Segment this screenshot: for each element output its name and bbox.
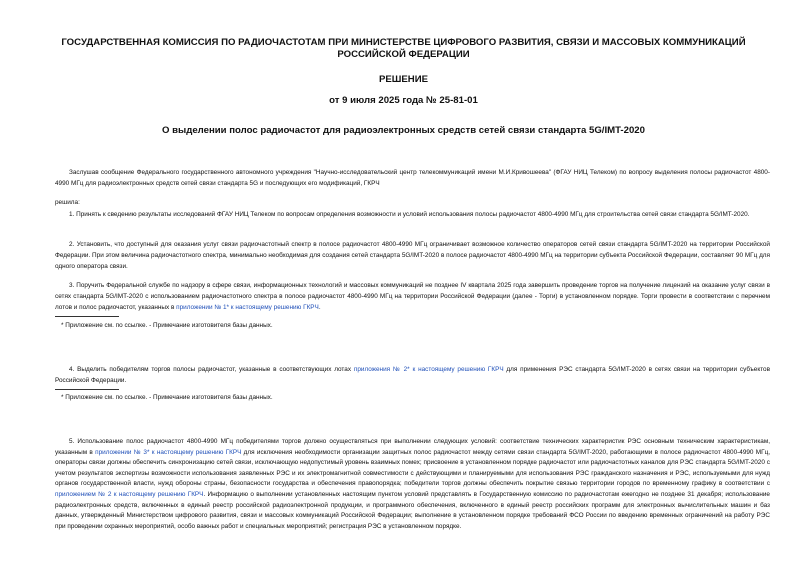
footnote-2: * Приложение см. по ссылке. - Примечание изготовителя базы данных. <box>61 394 273 401</box>
document-date-number: от 9 июля 2025 года № 25-81-01 <box>329 95 478 106</box>
item-4 <box>55 364 770 386</box>
footnote-divider-1 <box>55 316 119 317</box>
issuing-agency: ГОСУДАРСТВЕННАЯ КОМИССИЯ ПО РАДИОЧАСТОТАМ ПРИ МИНИСТЕРСТВЕ ЦИФРОВОГО РАЗВИТИЯ, СВЯЗИ И МАССОВЫХ КОММУНИКАЦИЙ РОССИЙСКОЙ ФЕДЕРАЦИИ <box>61 37 746 60</box>
item-4-text: 4. Выделить победителям торгов полосы радиочастот, указанные в соответствующих лотах <box>69 366 354 373</box>
item-3-end: . <box>318 304 321 311</box>
item-5-text-a: 5. Использование полос радиочастот 4800-4990 МГц победителями торгов должно осуществляться при выполнении следующих условий: соответствие технических характеристик РЭС основным техническим характеристикам, указанным в <box>55 438 770 456</box>
intro-paragraph: Заслушав сообщение Федерального государственного автономного учреждения "Научно-исследовательский центр телекоммуникаций имени М.И.Кривошеева" (ФГАУ НИЦ Телеком) по вопросу выделения полосы радиочастот 4800-4990 МГц для радиоэлектронных средств сетей связи стандарта 5G и последующих его модификаций, ГКРЧ <box>55 169 770 187</box>
resolved-label: решила: <box>55 199 80 206</box>
document-type: РЕШЕНИЕ <box>378 74 429 85</box>
document-title: О выделении полос радиочастот для радиоэлектронных средств сетей связи стандарта 5G/IMT-2020 <box>162 125 645 136</box>
footnote-divider-2 <box>55 389 119 390</box>
item-5 <box>55 437 770 532</box>
item-3-text: 3. Поручить Федеральной службе по надзору в сфере связи, информационных технологий и массовых коммуникаций не позднее IV квартала 2025 года завершить проведение торгов на получение лицензий на оказание услуг связи в сетях стандарта 5G/IMT-2020 с использованием радиочастотного спектра в полосе радиочастот 4800-4990 МГц на территории Российской Федерации (далее - Торги) в установленном порядке. Торги провести в соответствии с перечнем лотов и полос радиочастот, указанных в <box>55 282 770 311</box>
annex-2-link[interactable]: приложения № 2* к настоящему решению ГКРЧ <box>353 366 504 373</box>
item-5-text-c: . Информацию о выполнении установленных настоящим пунктом условий представлять в Государственную комиссию по радиочастотам ежегодно не позднее 31 декабря; использование радиоэлектронных средств, включенных в единый реестр российской радиоэлектронной продукции, и программного обеспечения, включенного в единый реестр российских программ для электронных вычислительных машин и баз данных, утвержденный Министерством цифрового развития, связи и массовых коммуникаций Российской Федерации; выполнение в установленном порядке требований ФСО России по введению временных ограничений на работу РЭС при проведении охранных мероприятий, особо важных работ и специальных мероприятий; регистрация РЭС в установленном порядке. <box>55 490 770 530</box>
item-4-end: для применения РЭС стандарта 5G/IMT-2020 в сетях связи на территории субъектов Российской Федерации. <box>55 366 771 384</box>
footnote-1: * Приложение см. по ссылке. - Примечание изготовителя базы данных. <box>61 322 273 329</box>
annex-2-schedule-link[interactable]: приложением № 2 к настоящему решению ГКРЧ <box>55 490 204 498</box>
item-3 <box>55 280 770 313</box>
annex-1-link[interactable]: приложении № 1* к настоящему решению ГКРЧ <box>176 304 319 311</box>
item-5-text-b: для исключения необходимости организации защитных полос радиочастот между сетями связи стандарта 5G/IMT-2020, работающими в полосе радиочастот 4800-4990 МГц, операторы связи должны обеспечить синхронизацию сетей связи, исключающую недопустимый уровень взаимных помех; присвоение в установленном порядке радиочастот или радиочастотных каналов для РЭС стандарта 5G/IMT-2020 с учетом результатов экспертизы возможности использования заявленных РЭС и их электромагнитной совместимости с действующими и планируемыми для использования РЭС гражданского назначения и РЭС, используемыми для нужд органов государственной власти, нужд обороны страны, безопасности государства и обеспечения правопорядка; победители торгов должны обеспечить покрытие связью территории городов по временному графику в соответствии с <box>55 448 770 488</box>
annex-3-link[interactable]: приложении № 3* к настоящему решению ГКРЧ <box>95 448 242 456</box>
item-2: 2. Установить, что доступный для оказания услуг связи радиочастотный спектр в полосе радиочастот 4800-4990 МГц ограничивает возможное количество операторов сетей связи стандарта 5G/IMT-2020 на территории Российской Федерации. При этом величина радиочастотного спектра, минимально необходимая для создания сетей стандарта 5G/IMT-2020 в полосе радиочастот 4800-4990 МГц на территории субъекта Российской Федерации, составляет 90 МГц для одного оператора связи. <box>55 241 770 270</box>
item-1: 1. Принять к сведению результаты исследований ФГАУ НИЦ Телеком по вопросам определения возможности и условий использования полосы радиочастот 4800-4990 МГц для строительства сетей связи стандарта 5G/IMT-2020. <box>69 211 750 218</box>
